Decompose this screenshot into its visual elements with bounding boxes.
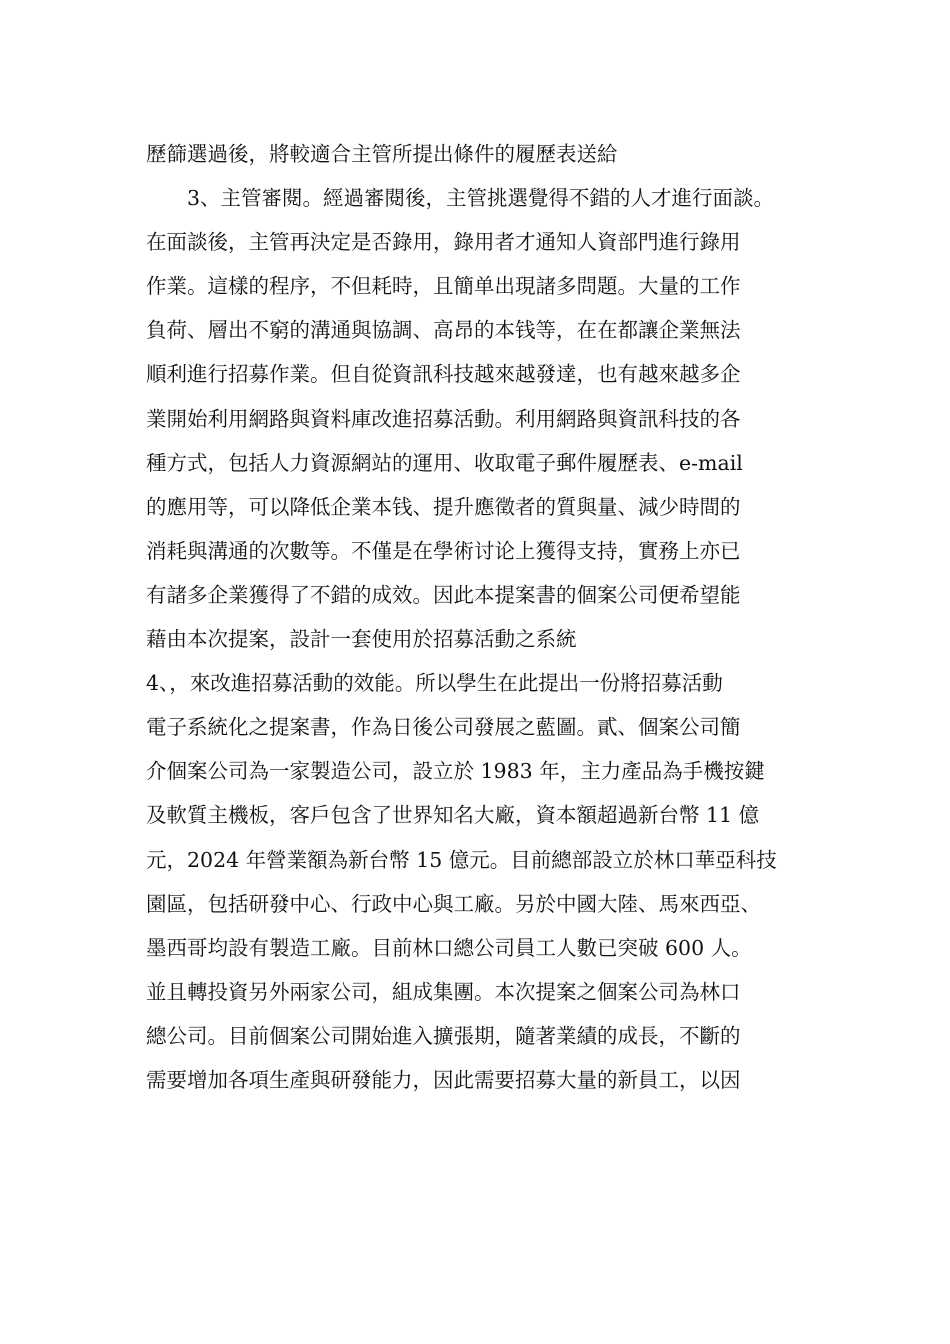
text-line: 並且轉投資另外兩家公司，組成集團。本次提案之個案公司為林口 bbox=[146, 979, 741, 1004]
text-line: 作業。這樣的程序，不但耗時，且簡单出現諸多問題。大量的工作 bbox=[146, 274, 741, 299]
text-line: 4、，來改進招募活動的效能。所以學生在此提出一份將招募活動 bbox=[146, 671, 723, 696]
text-line: 的應用等，可以降低企業本钱、提升應徵者的質與量、減少時間的 bbox=[146, 494, 741, 519]
text-line: 有諸多企業獲得了不錯的成效。因此本提案書的個案公司便希望能 bbox=[146, 582, 741, 607]
document-body bbox=[146, 132, 846, 1102]
text-line: 墨西哥均設有製造工廠。目前林口總公司員工人數已突破 600 人。 bbox=[146, 935, 752, 960]
text-line: 元，2024 年營業額為新台幣 15 億元。目前總部設立於林口華亞科技 bbox=[146, 847, 777, 872]
text-line: 3、主管審閱。經過審閱後，主管挑選覺得不錯的人才進行面談。 bbox=[146, 186, 775, 211]
text-line: 介個案公司為一家製造公司，設立於 1983 年，主力產品為手機按鍵 bbox=[146, 759, 765, 784]
text-line: 業開始利用網路與資料庫改進招募活動。利用網路與資訊科技的各 bbox=[146, 406, 741, 431]
text-line: 歷篩選過後，將較適合主管所提出條件的履歷表送給 bbox=[146, 142, 618, 166]
text-line: 在面談後，主管再決定是否錄用，錄用者才通知人資部門進行錄用 bbox=[146, 230, 741, 255]
text-line: 負荷、層出不窮的溝通與協調、高昂的本钱等，在在都讓企業無法 bbox=[146, 318, 741, 343]
text-line: 順利進行招募作業。但自從資訊科技越來越發達，也有越來越多企 bbox=[146, 362, 741, 387]
text-line: 需要增加各項生產與研發能力，因此需要招募大量的新員工，以因 bbox=[146, 1067, 741, 1092]
text-line: 藉由本次提案，設計一套使用於招募活動之系統 bbox=[146, 627, 577, 652]
text-line: 種方式，包括人力資源網站的運用、收取電子郵件履歷表、e-mail bbox=[146, 450, 743, 475]
text-line: 總公司。目前個案公司開始進入擴張期，隨著業績的成長，不斷的 bbox=[146, 1023, 741, 1048]
text-line: 園區，包括研發中心、行政中心與工廠。另於中國大陸、馬來西亞、 bbox=[146, 891, 761, 916]
text-line: 電子系統化之提案書，作為日後公司發展之藍圖。貳、個案公司簡 bbox=[146, 715, 741, 740]
text-line: 及軟質主機板，客戶包含了世界知名大廠，資本額超過新台幣 11 億 bbox=[146, 803, 760, 828]
text-line: 消耗與溝通的次數等。不僅是在學術讨论上獲得支持，實務上亦已 bbox=[146, 538, 741, 563]
